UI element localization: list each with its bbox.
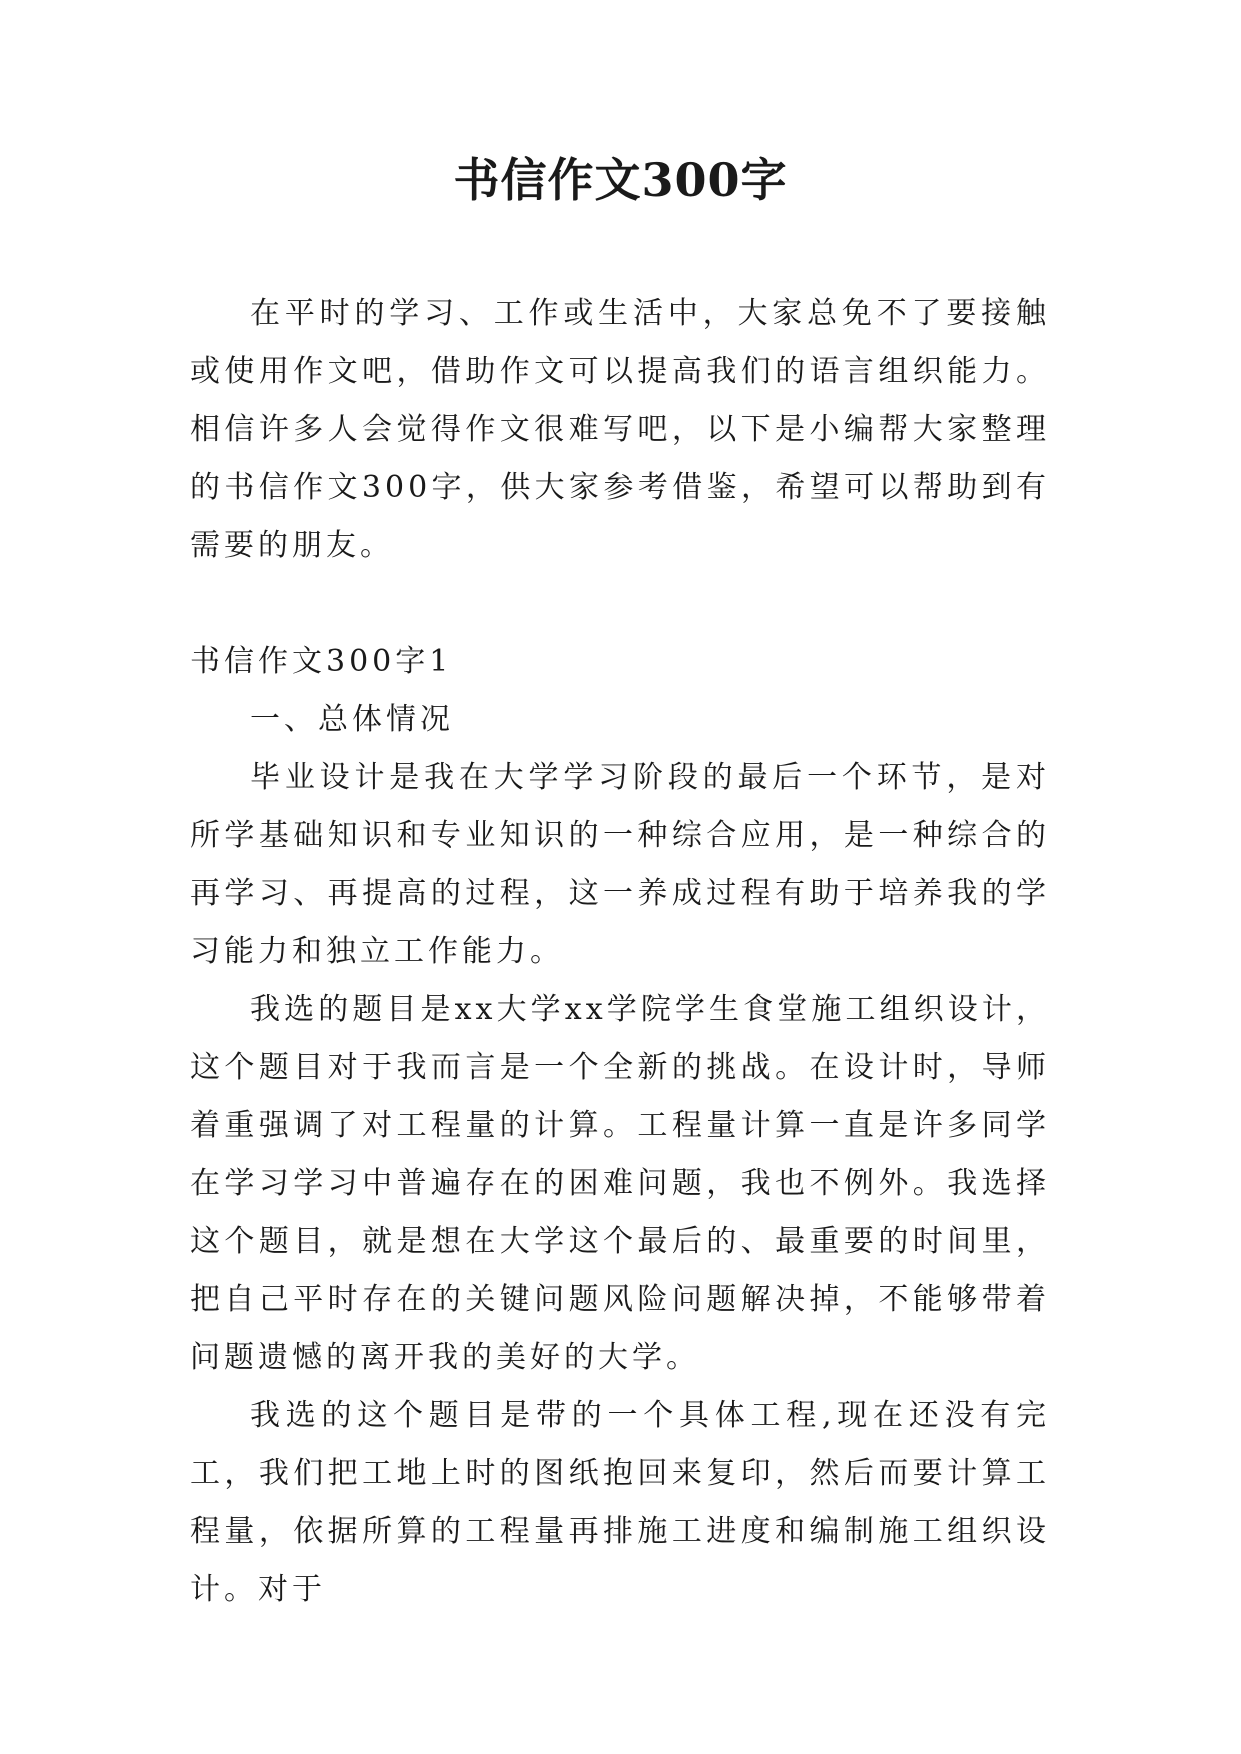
intro-paragraph: 在平时的学习、工作或生活中，大家总免不了要接触或使用作文吧，借助作文可以提高我们的语言组织能力。相信许多人会觉得作文很难写吧，以下是小编帮大家整理的书信作文300字，供大家参考借鉴，希望可以帮助到有需要的朋友。 bbox=[190, 296, 1050, 563]
document-title: 书信作文300字 bbox=[453, 153, 788, 207]
subheading: 一、总体情况 bbox=[250, 702, 454, 737]
document-body bbox=[190, 285, 1050, 1619]
section-heading: 书信作文300字1 bbox=[190, 644, 453, 679]
body-paragraph-2: 我选的题目是xx大学xx学院学生食堂施工组织设计，这个题目对于我而言是一个全新的挑战。在设计时，导师着重强调了对工程量的计算。工程量计算一直是许多同学在学习学习中普遍存在的困难问题，我也不例外。我选择这个题目，就是想在大学这个最后的、最重要的时间里，把自己平时存在的关键问题风险问题解决掉，不能够带着问题遗憾的离开我的美好的大学。 bbox=[190, 992, 1050, 1375]
spacer bbox=[190, 575, 1050, 633]
body-paragraph-3: 我选的这个题目是带的一个具体工程,现在还没有完工，我们把工地上时的图纸抱回来复印，然后而要计算工程量，依据所算的工程量再排施工进度和编制施工组织设计。对于 bbox=[190, 1398, 1050, 1607]
body-paragraph-1: 毕业设计是我在大学学习阶段的最后一个环节，是对所学基础知识和专业知识的一种综合应用，是一种综合的再学习、再提高的过程，这一养成过程有助于培养我的学习能力和独立工作能力。 bbox=[190, 760, 1050, 969]
